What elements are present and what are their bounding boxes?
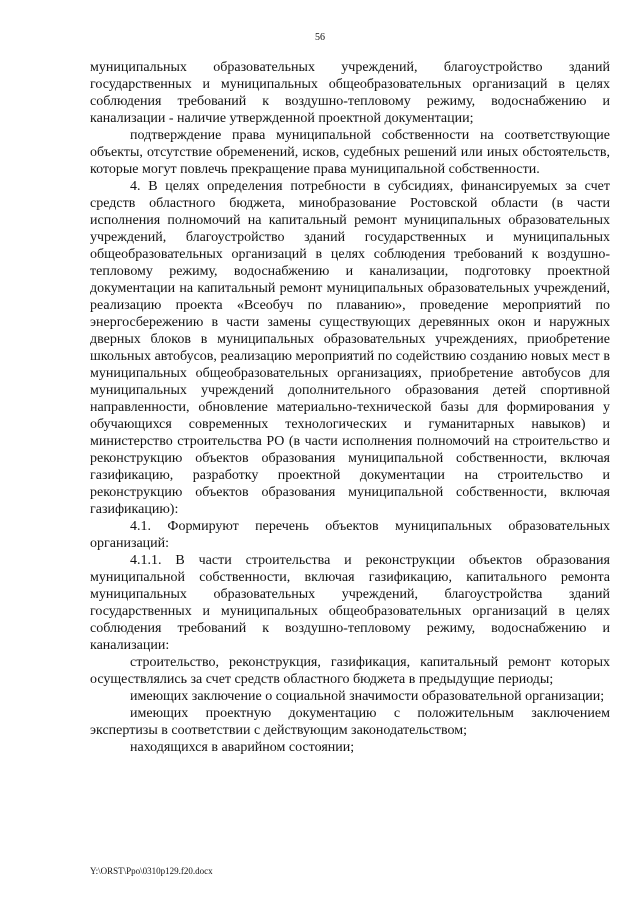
paragraph-criterion-project-docs: имеющих проектную документацию с положительным заключением экспертизы в соответствии с действующим законодательством; — [90, 706, 610, 738]
paragraph-continuation: муниципальных образовательных учреждений, благоустройство зданий государственных и муниципальных общеобразовательных организаций в целях соблюдения требований к воздушно-тепловому режиму, водоснабжению и канализации - наличие утвержденной проектной документации; — [90, 60, 610, 126]
footer-file-path: Y:\ORST\Ppo\0310p129.f20.docx — [90, 866, 213, 876]
paragraph-criterion-social: имеющих заключение о социальной значимости образовательной организации; — [130, 689, 605, 704]
paragraph-item-4-1: 4.1. Формируют перечень объектов муниципальных образовательных организаций: — [90, 519, 610, 551]
paragraph-criterion-emergency: находящихся в аварийном состоянии; — [130, 740, 355, 755]
document-body — [90, 59, 610, 756]
paragraph-criterion-funded: строительство, реконструкция, газификация, капитальный ремонт которых осуществлялись за счет средств областного бюджета в предыдущие периоды; — [90, 655, 610, 687]
paragraph-ownership-confirmation: подтверждение права муниципальной собственности на соответствующие объекты, отсутствие обременений, исков, судебных решений или иных обстоятельств, которые могут повлечь прекращение права муниципальной собственности. — [90, 128, 610, 177]
paragraph-item-4-1-1: 4.1.1. В части строительства и реконструкции объектов образования муниципальной собственности, включая газификацию, капитального ремонта муниципальных образовательных учреждений, благоустройства зданий государственных и муниципальных общеобразовательных организаций в целях соблюдения требований к воздушно-тепловому режиму, водоснабжению и канализации: — [90, 553, 610, 653]
page-number: 56 — [315, 32, 325, 43]
paragraph-item-4: 4. В целях определения потребности в субсидиях, финансируемых за счет средств областного бюджета, минобразование Ростовской области (в части исполнения полномочий на капитальный ремонт муниципальных образовательных учреждений, благоустройство зданий государственных и муниципальных общеобразовательных организаций в целях соблюдения требований к воздушно-тепловому режиму, водоснабжению и канализации, подготовку проектной документации на капитальный ремонт муниципальных образовательных учреждений, реализацию проекта «Всеобуч по плаванию», проведение мероприятий по энергосбережению в части замены существующих деревянных окон и наружных дверных блоков в муниципальных образовательных учреждениях, приобретение школьных автобусов, реализацию мероприятий по содействию созданию новых мест в муниципальных общеобразовательных организациях, приобретение автобусов для муниципальных учреждений дополнительного образования детей спортивной направленности, обновление материально-технической базы для формирования у обучающихся современных технологических и гуманитарных навыков) и министерство строительства РО (в части исполнения полномочий на строительство и реконструкцию объектов образования муниципальной собственности, включая газификацию, разработку проектной документации на строительство и реконструкцию объектов образования муниципальной собственности, включая газификацию): — [90, 179, 610, 517]
